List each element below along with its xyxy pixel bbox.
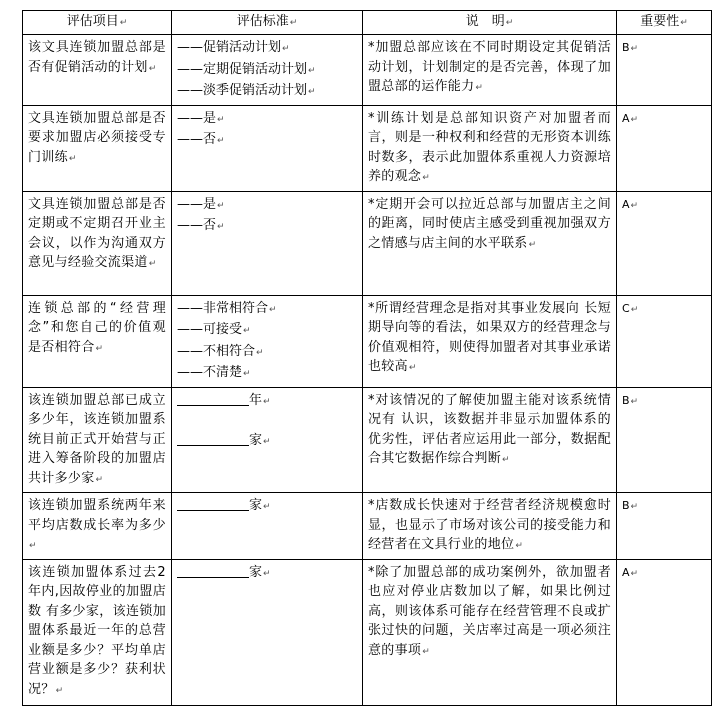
table-row: [23, 387, 712, 493]
header-criteria: 评估标准↵: [172, 11, 363, 35]
table-row: [23, 493, 712, 560]
row-note: *加盟总部应该在不同时期设定其促销活动计划，计划制定的是否完善，体现了加盟总部的运作能力↵: [363, 35, 617, 106]
row-note: *对该情况的了解使加盟主能对该系统情况有 认识，该数据并非显示加盟体系的优劣性，评估者应运用此一部分，数据配合其它数据作综合判断↵: [363, 387, 617, 493]
table-header-row: [23, 11, 712, 35]
fill-blank-years[interactable]: [177, 391, 249, 406]
row-criteria: ——非常相符合↵ ——可接受↵ ——不相符合↵ ——不清楚↵: [172, 295, 363, 387]
row-criteria: 年↵ 家↵: [172, 387, 363, 493]
row-note: *除了加盟总部的成功案例外，欲加盟者也应对停业店数加以了解，如果比例过高，则该体系可能存在经营管理不良或扩张过快的问题，关店率过高是一项必须注意的事项↵: [363, 559, 617, 705]
table-row: [23, 559, 712, 705]
row-grade: A↵: [617, 559, 712, 705]
header-grade: 重要性↵: [617, 11, 712, 35]
row-criteria: 家↵: [172, 559, 363, 705]
table-row: [23, 35, 712, 106]
row-grade: B↵: [617, 387, 712, 493]
table-row: [23, 191, 712, 295]
table-row: [23, 105, 712, 191]
table-row: [23, 295, 712, 387]
row-item: 连锁总部的“经营理念”和您自己的价值观是否相符合↵: [23, 295, 172, 387]
row-criteria: ——是↵ ——否↵: [172, 105, 363, 191]
header-note: 说 明↵: [363, 11, 617, 35]
row-item: 文具连锁加盟总部是否定期或不定期召开业主会议，以作为沟通双方意见与经验交流渠道↵: [23, 191, 172, 295]
row-criteria: ——促销活动计划↵ ——定期促销活动计划↵ ——淡季促销活动计划↵: [172, 35, 363, 106]
row-item: 该文具连锁加盟总部是否有促销活动的计划↵: [23, 35, 172, 106]
row-grade: C↵: [617, 295, 712, 387]
row-grade: A↵: [617, 105, 712, 191]
row-item: 文具连锁加盟总部是否要求加盟店必须接受专门训练↵: [23, 105, 172, 191]
row-note: *训练计划是总部知识资产对加盟者而言，则是一种权利和经营的无形资本训练时数多，表示此加盟体系重视人力资源培养的观念↵: [363, 105, 617, 191]
row-note: *定期开会可以拉近总部与加盟店主之间的距离，同时使店主感受到重视加强双方之情感与店主间的水平联系↵: [363, 191, 617, 295]
fill-blank-growth[interactable]: [177, 496, 249, 511]
row-item: 该连锁加盟总部已成立多少年，该连锁加盟系统目前正式开始营与正进入筹备阶段的加盟店共计多少家↵: [23, 387, 172, 493]
evaluation-table: [22, 10, 712, 706]
header-item: 评估项目↵: [23, 11, 172, 35]
row-note: *店数成长快速对于经营者经济规模愈时显，也显示了市场对该公司的接受能力和经营者在文具行业的地位↵: [363, 493, 617, 560]
fill-blank-closed[interactable]: [177, 563, 249, 578]
fill-blank-stores[interactable]: [177, 431, 249, 446]
row-criteria: ——是↵ ——否↵: [172, 191, 363, 295]
row-item: 该连锁加盟系统两年来平均店数成长率为多少↵: [23, 493, 172, 560]
row-grade: B↵: [617, 493, 712, 560]
row-grade: A↵: [617, 191, 712, 295]
row-grade: B↵: [617, 35, 712, 106]
row-criteria: 家↵: [172, 493, 363, 560]
row-item: 该连锁加盟体系过去2年内,因故停业的加盟店数 有多少家，该连锁加盟体系最近一年的总营业额是多少？平均单店营业额是多少？获利状况？↵: [23, 559, 172, 705]
row-note: *所谓经营理念是指对其事业发展向 长短期导向等的看法，如果双方的经营理念与价值观相符，则使得加盟者对其事业承诺也较高↵: [363, 295, 617, 387]
